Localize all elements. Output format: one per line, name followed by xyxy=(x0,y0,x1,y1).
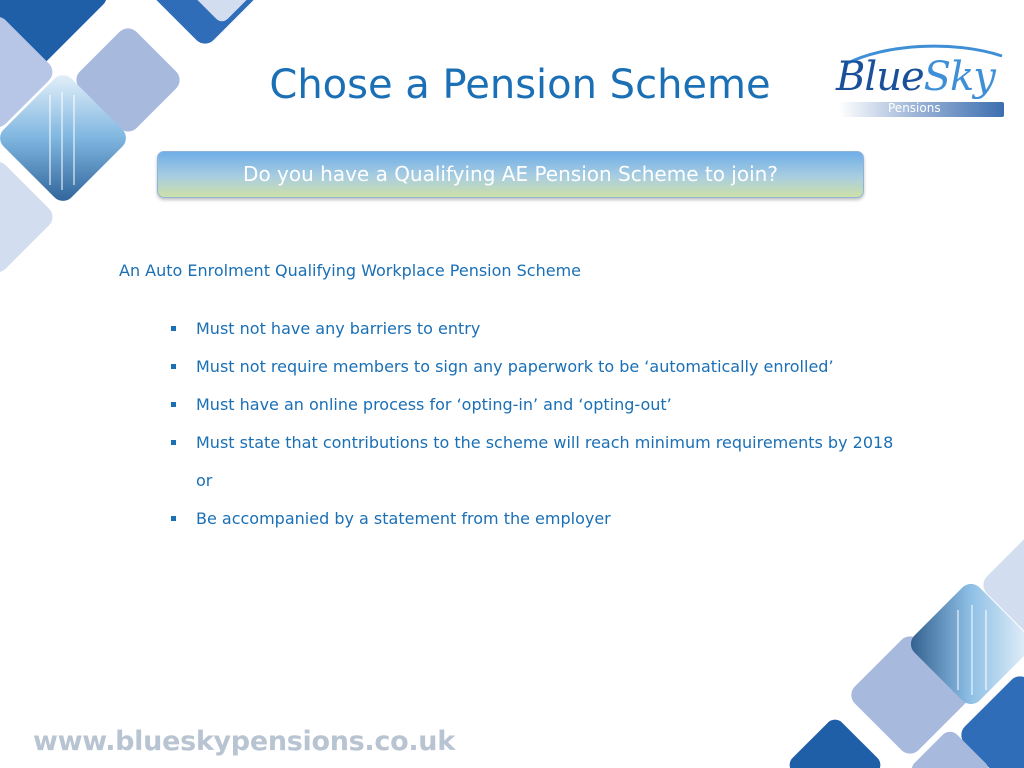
logo-word-sky: Sky xyxy=(923,54,995,100)
list-item-text: Must not have any barriers to entry xyxy=(196,319,481,338)
requirements-list xyxy=(169,318,893,546)
logo-word-blue: Blue xyxy=(836,54,924,100)
bullet-square-icon xyxy=(171,516,176,521)
question-banner: Do you have a Qualifying AE Pension Scheme to join? xyxy=(157,151,864,198)
bullet-square-icon xyxy=(171,326,176,331)
bullet-square-icon xyxy=(171,364,176,369)
tile xyxy=(786,716,885,768)
list-item xyxy=(169,470,893,508)
slide-title: Chose a Pension Scheme xyxy=(269,62,771,108)
bluesky-pensions-logo xyxy=(834,42,1009,122)
list-item-text: Must have an online process for ‘opting-in’ and ‘opting-out’ xyxy=(196,395,672,414)
list-item-text: Be accompanied by a statement from the employer xyxy=(196,509,611,528)
bullet-square-icon xyxy=(171,440,176,445)
intro-text: An Auto Enrolment Qualifying Workplace Pension Scheme xyxy=(119,261,581,280)
list-item-text: Must state that contributions to the scheme will reach minimum requirements by 2018 xyxy=(196,433,894,452)
list-item-text: Must not require members to sign any paperwork to be ‘automatically enrolled’ xyxy=(196,357,834,376)
list-item-text: or xyxy=(196,471,213,490)
list-item xyxy=(169,356,893,394)
list-item xyxy=(169,318,893,356)
list-item xyxy=(169,432,893,470)
logo-subtitle: Pensions xyxy=(888,101,941,115)
bullet-square-icon xyxy=(171,402,176,407)
logo-wordmark xyxy=(836,54,995,100)
list-item xyxy=(169,508,893,546)
list-item xyxy=(169,394,893,432)
website-url: www.blueskypensions.co.uk xyxy=(33,726,455,757)
